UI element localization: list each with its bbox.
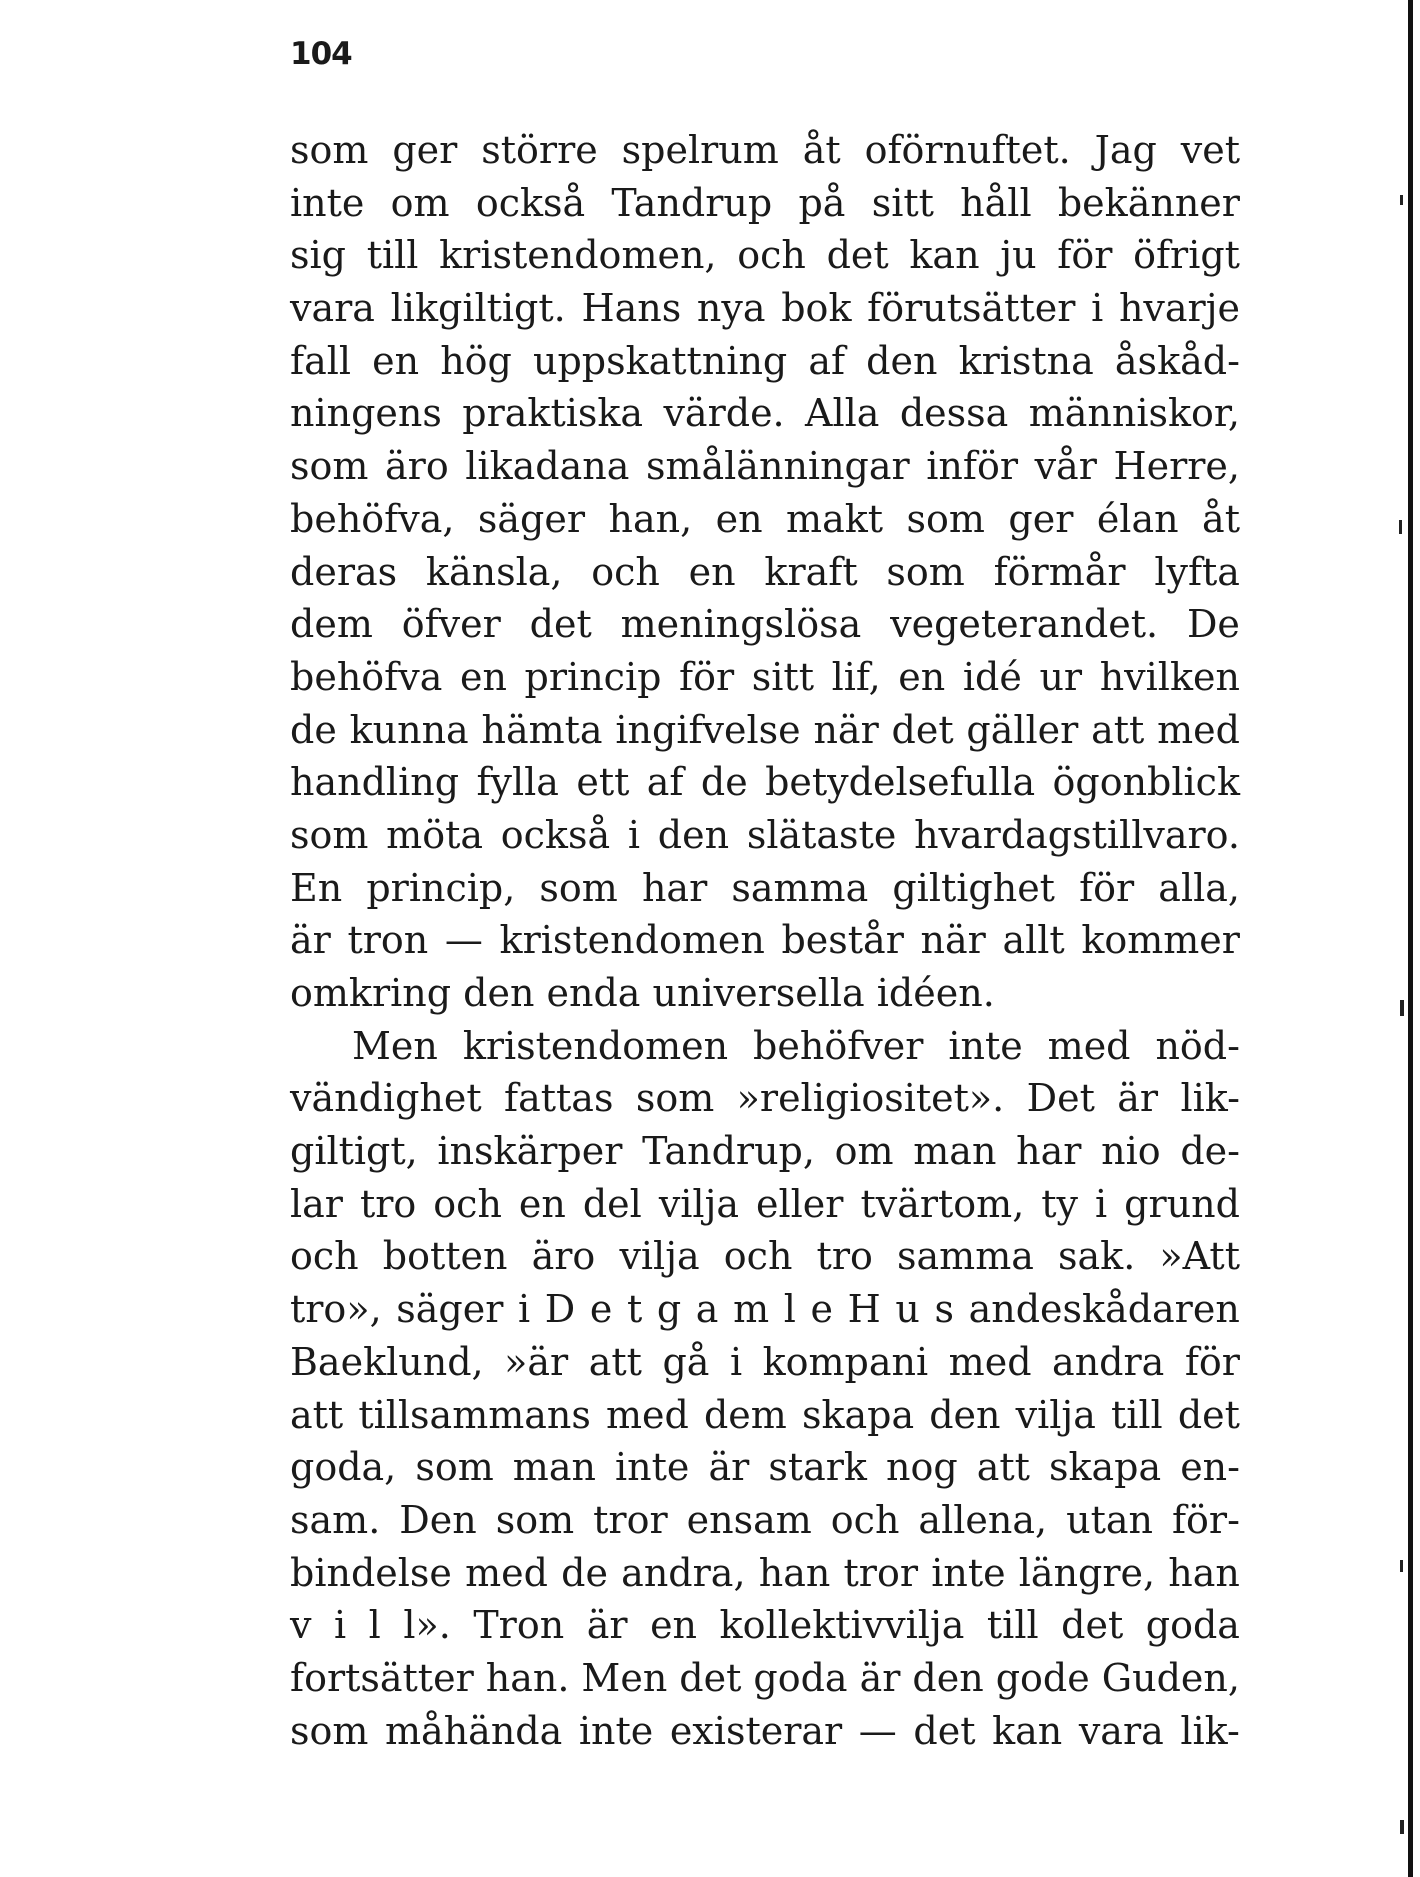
text-line: att tillsammans med dem skapa den vilja till det xyxy=(290,1392,1240,1437)
edge-speck xyxy=(1400,1560,1403,1572)
page-number: 104 xyxy=(290,36,352,72)
text-line: goda, som man inte är stark nog att skapa en- xyxy=(290,1445,1240,1490)
text-line: som måhända inte existerar — det kan vara lik- xyxy=(290,1708,1240,1753)
text-line: dem öfver det meningslösa vegeterandet. De xyxy=(290,602,1240,647)
text-line: handling fylla ett af de betydelsefulla ögonblick xyxy=(290,760,1240,805)
text-line: En princip, som har samma giltighet för alla, xyxy=(290,865,1240,910)
edge-speck xyxy=(1399,520,1402,534)
text-line: lar tro och en del vilja eller tvärtom, ty i grund xyxy=(290,1181,1240,1226)
text-line: omkring den enda universella idéen. xyxy=(290,971,995,1015)
body-text xyxy=(290,124,1240,1757)
text-line: tro», säger i D e t g a m l e H u s andeskådaren xyxy=(290,1287,1240,1332)
text-line: bindelse med de andra, han tror inte längre, han xyxy=(290,1550,1240,1595)
text-line: v i l l». Tron är en kollektivvilja till det goda xyxy=(290,1603,1240,1648)
text-line: giltigt, inskärper Tandrup, om man har nio de- xyxy=(290,1129,1240,1174)
edge-speck xyxy=(1400,195,1403,205)
text-line: ningens praktiska värde. Alla dessa människor, xyxy=(290,391,1240,436)
text-line: sam. Den som tror ensam och allena, utan för- xyxy=(290,1497,1240,1542)
text-line: sig till kristendomen, och det kan ju för öfrigt xyxy=(290,233,1240,278)
text-line: de kunna hämta ingifvelse när det gäller att med xyxy=(290,707,1240,752)
edge-speck xyxy=(1400,1000,1404,1016)
text-line: som ger större spelrum åt oförnuftet. Jag vet xyxy=(290,128,1240,172)
text-line: Men kristendomen behöfver inte med nöd- xyxy=(352,1023,1240,1068)
text-line: fall en hög uppskattning af den kristna åskåd- xyxy=(290,338,1240,383)
text-line: deras känsla, och en kraft som förmår lyfta xyxy=(290,549,1240,594)
text-line: och botten äro vilja och tro samma sak. »Att xyxy=(290,1234,1240,1279)
text-line: vara likgiltigt. Hans nya bok förutsätter i hvarje xyxy=(290,286,1240,331)
text-line: inte om också Tandrup på sitt håll bekänner xyxy=(290,180,1240,225)
page-edge-line xyxy=(1408,0,1413,1877)
text-line: behöfva, säger han, en makt som ger élan åt xyxy=(290,496,1240,541)
text-line: fortsätter han. Men det goda är den gode Guden, xyxy=(290,1655,1240,1700)
text-line: behöfva en princip för sitt lif, en idé ur hvilken xyxy=(290,654,1240,699)
text-line: som äro likadana smålänningar inför vår Herre, xyxy=(290,444,1240,489)
text-line: som möta också i den slätaste hvardagstillvaro. xyxy=(290,812,1240,857)
text-line: är tron — kristendomen består när allt kommer xyxy=(290,918,1240,963)
text-line: Baeklund, »är att gå i kompani med andra för xyxy=(290,1339,1240,1384)
text-line: vändighet fattas som »religiositet». Det är lik- xyxy=(290,1076,1240,1121)
edge-speck xyxy=(1400,1820,1404,1834)
